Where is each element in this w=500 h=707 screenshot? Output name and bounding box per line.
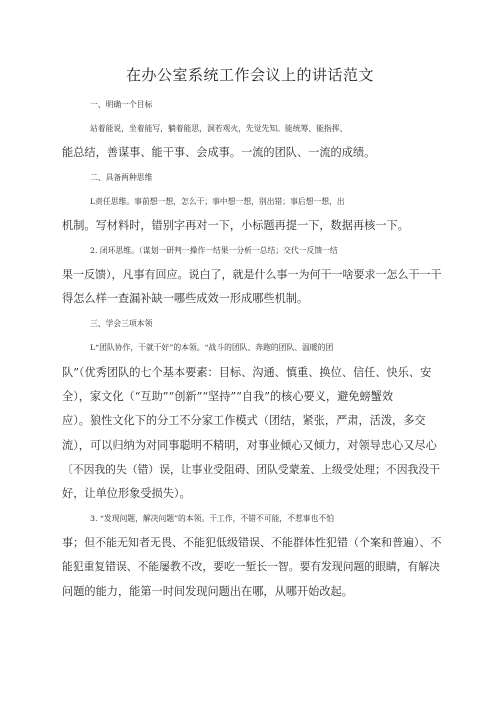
paragraph-line: 3. “发现问题，解决问题”的本领。干工作，不错不可能，不惹事也不怕: [90, 514, 334, 523]
paragraph-line: 站着能说，坐着能写，躺着能思，洞若观火，先觉先知。能统筹、能指挥、: [90, 124, 348, 133]
paragraph-line: 事；但不能无知者无畏、不能犯低级错误、不能群体性犯错（个案和普遍）、不: [62, 536, 442, 549]
document-title: 在办公室系统工作会议上的讲话范文: [125, 66, 374, 84]
paragraph-line: 问题的能力，能第一时间发现问题出在哪，从哪开始改起。: [62, 585, 353, 598]
paragraph-line: 应）。狼性文化下的分工不分家工作模式（团结，紧张，严肃，活泼，多交: [62, 414, 426, 427]
paragraph-line: 2. 闭环思维。（谋划一研判一操作一结果一分析一总结；交代一反馈一结: [90, 246, 338, 255]
paragraph-line: L责任思维。事前想一想，怎么干；事中想一想，别出错；事后想一想，出: [90, 197, 345, 206]
section-heading-1: 一、明确一个目标: [90, 100, 153, 109]
paragraph-line: 能总结，善谋事、能干事、会成事。一流的团队、一流的成绩。: [62, 146, 376, 159]
paragraph-line: 好，让单位形象受损失）。: [62, 487, 191, 500]
paragraph-line: 能犯重复错误、不能屡教不改，要吃一堑长一智。要有发现问题的眼睛，有解决: [62, 560, 440, 573]
paragraph-line: 全），家文化（“互助”“创新”“坚持”“自我”的核心要义，避免螃蟹效: [62, 390, 394, 403]
paragraph-line: 机制。写材料时，错别字再对一下，小标题再提一下，数据再核一下。: [62, 219, 409, 232]
section-heading-3: 三、学会三项本领: [90, 319, 153, 328]
paragraph-line: L“团队协作，干就干好”的本领。“战斗的团队、奔跑的团队、温暖的团: [90, 343, 334, 352]
paragraph-line: 队”（优秀团队的七个基本要素：目标、沟通、慎重、换位、信任、快乐、安: [62, 366, 432, 379]
section-heading-2: 二、具备两种思维: [90, 173, 153, 182]
paragraph-line: 〔不因我的失（错）误，让事业受阻碍、团队受蒙羞、上级受处理；不因我没干: [62, 463, 440, 476]
paragraph-line: 流），可以归纳为对同事聪明不精明，对事业倾心又倾力，对领导忠心又尽心: [62, 439, 437, 452]
paragraph-line: 果一反馈），凡事有回应。说白了，就是什么事一为何干一啥要求一怎么干一干: [62, 268, 442, 281]
paragraph-line: 得怎么样一查漏补缺一哪些成效一形成哪些机制。: [62, 292, 309, 305]
